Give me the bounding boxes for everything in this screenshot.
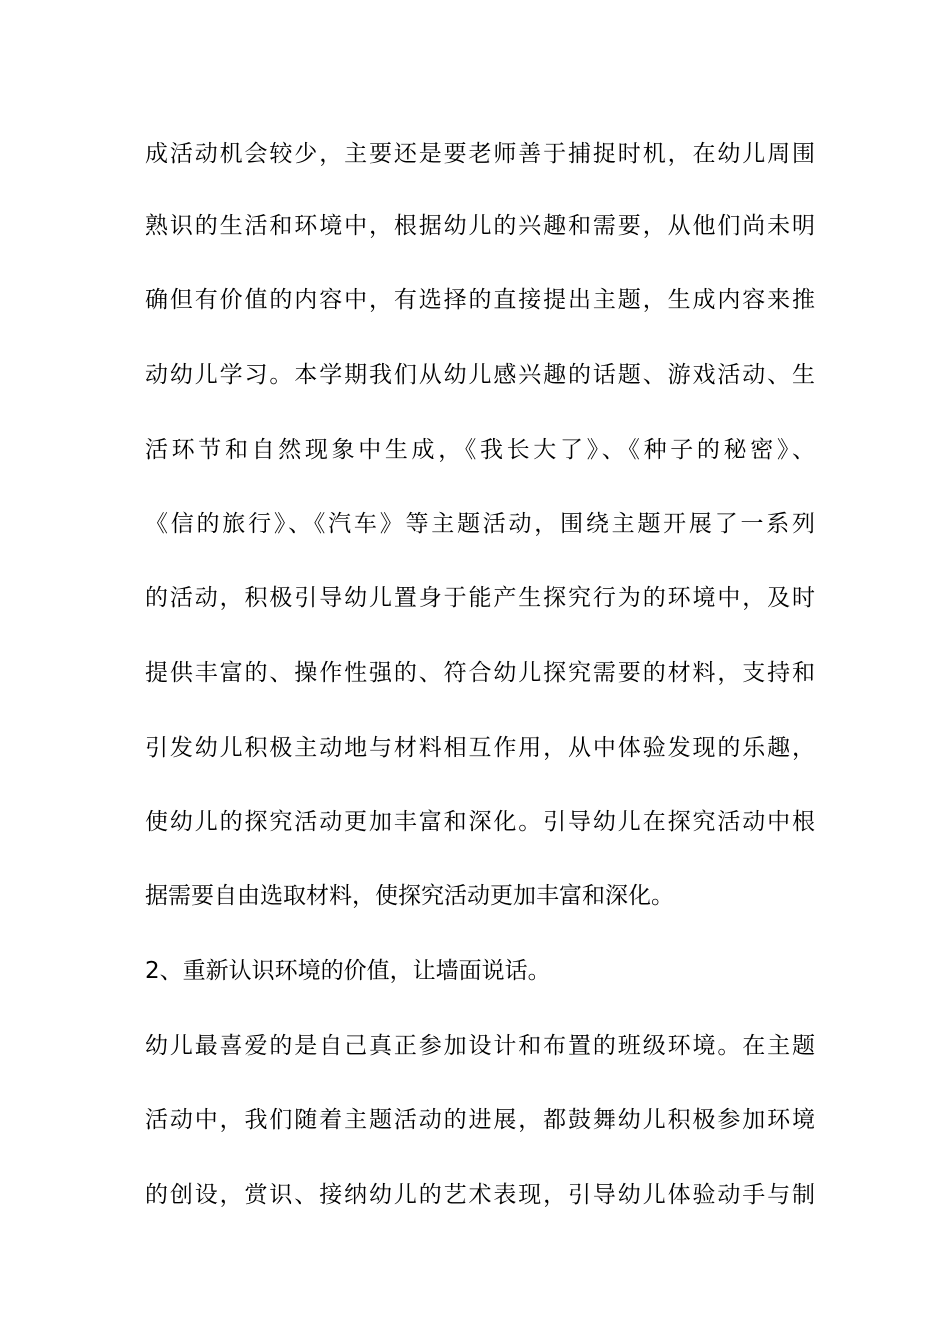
text-line: 的创设，赏识、接纳幼儿的艺术表现，引导幼儿体验动手与制 [145,1182,815,1208]
text-line: 熟识的生活和环境中，根据幼儿的兴趣和需要，从他们尚未明 [145,213,815,239]
text-line: 确但有价值的内容中，有选择的直接提出主题，生成内容来推 [145,287,815,313]
text-line: 幼儿最喜爱的是自己真正参加设计和布置的班级环境。在主题 [145,1033,815,1059]
text-line: 活环节和自然现象中生成，《我长大了》、《种子的秘密》、 [145,437,815,463]
text-line: 动幼儿学习。本学期我们从幼儿感兴趣的话题、游戏活动、生 [145,362,815,388]
text-line: 引发幼儿积极主动地与材料相互作用，从中体验发现的乐趣， [145,735,815,761]
text-line: 成活动机会较少，主要还是要老师善于捕捉时机，在幼儿周围 [145,141,815,167]
text-line: 活动中，我们随着主题活动的进展，都鼓舞幼儿积极参加环境 [145,1107,815,1133]
text-line: 提供丰富的、操作性强的、符合幼儿探究需要的材料，支持和 [145,660,815,686]
text-line: 的活动，积极引导幼儿置身于能产生探究行为的环境中，及时 [145,585,815,611]
section-heading: 2、重新认识环境的价值，让墙面说话。 [145,958,551,984]
text-line: 使幼儿的探究活动更加丰富和深化。引导幼儿在探究活动中根 [145,809,815,835]
text-line: 据需要自由选取材料，使探究活动更加丰富和深化。 [145,883,674,909]
text-line: 《信的旅行》、《汽车》等主题活动，围绕主题开展了一系列 [145,511,815,537]
